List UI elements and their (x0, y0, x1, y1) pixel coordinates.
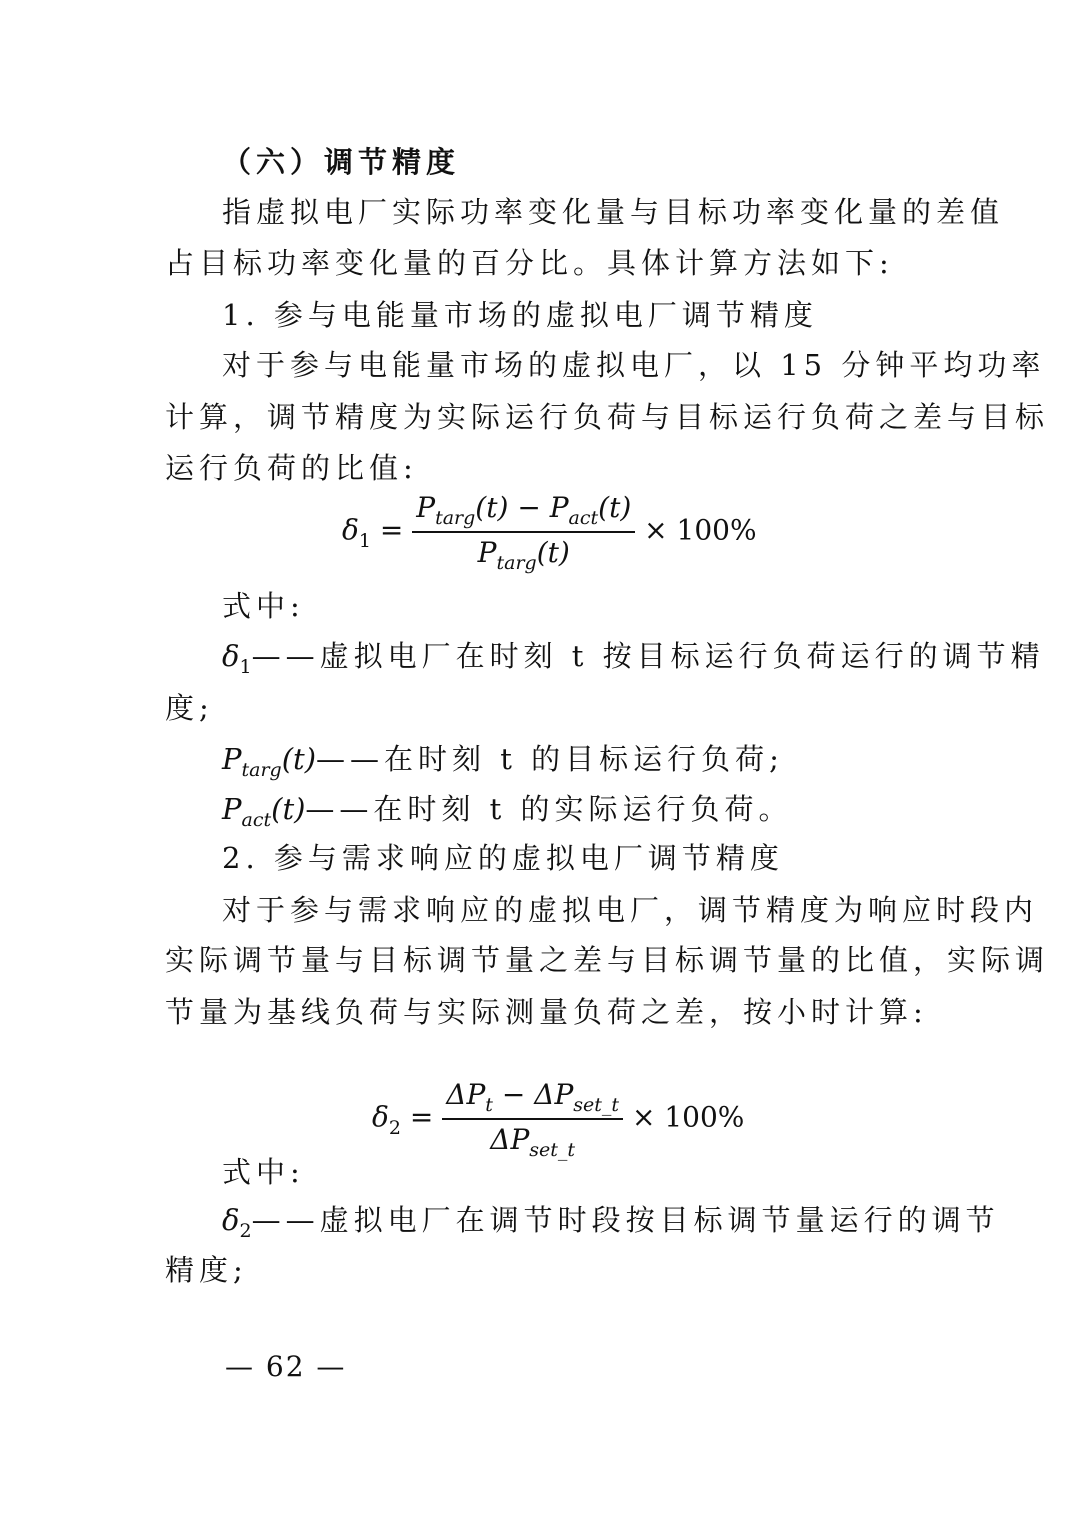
part1-def1-symbol: δ (222, 639, 240, 673)
part1-def3 (222, 789, 793, 833)
part1-def1-text: ——虚拟电厂在时刻 t 按目标运行负荷运行的调节精 (251, 639, 1045, 673)
formula2-times: × 100% (631, 1100, 745, 1134)
part1-title: 1. 参与电能量市场的虚拟电厂调节精度 (222, 298, 818, 332)
formula2-eq: = (409, 1100, 434, 1134)
part1-def3-symbol: P (222, 792, 242, 826)
formula1-lhs-sub: 1 (358, 529, 371, 552)
part1-def3-sub: act (241, 809, 272, 831)
part2-para-line-2: 实际调节量与目标调节量之差与目标调节量的比值，实际调 (165, 943, 1050, 977)
page-number: — 62 — (225, 1350, 347, 1383)
formula1-num-a: P (416, 491, 436, 524)
intro-line-1: 指虚拟电厂实际功率变化量与目标功率变化量的差值 (222, 195, 1005, 229)
part1-para-line-3: 运行负荷的比值: (165, 451, 418, 485)
formula-delta1 (342, 488, 757, 576)
formula2-numerator (442, 1075, 623, 1118)
part1-def1 (222, 636, 1045, 680)
part1-def1-cont: 度; (165, 691, 214, 725)
intro-line-2: 占目标功率变化量的百分比。具体计算方法如下: (165, 246, 894, 280)
formula1-den-arg: (t) (536, 536, 570, 569)
part2-def1 (222, 1200, 1000, 1244)
formula1-num-a-arg: (t) (475, 491, 509, 524)
formula2-num-a-sub: t (485, 1094, 493, 1116)
part1-para-line-1: 对于参与电能量市场的虚拟电厂，以 15 分钟平均功率 (222, 348, 1046, 382)
formula1-fraction (412, 488, 635, 576)
formula1-times: × 100% (644, 513, 757, 547)
part1-def2-arg: (t) (281, 742, 317, 776)
part2-def1-sub: 2 (239, 1220, 252, 1242)
part2-def1-cont: 精度; (165, 1253, 248, 1287)
formula1-eq: = (379, 513, 404, 547)
part2-where-label: 式中: (222, 1155, 305, 1189)
part1-def3-text: ——在时刻 t 的实际运行负荷。 (305, 792, 793, 826)
formula2-lhs-sub: 2 (388, 1116, 401, 1139)
part2-para-line-3: 节量为基线负荷与实际测量负荷之差，按小时计算: (165, 995, 928, 1029)
part1-def2 (222, 739, 784, 783)
section-heading: （六）调节精度 (222, 145, 461, 179)
formula1-lhs: δ (342, 513, 359, 547)
formula1-num-b-arg: (t) (598, 491, 632, 524)
formula1-den-sub: targ (496, 552, 537, 574)
part2-para-line-1: 对于参与需求响应的虚拟电厂，调节精度为响应时段内 (222, 893, 1039, 927)
part2-def1-text: ——虚拟电厂在调节时段按目标调节量运行的调节 (251, 1203, 1000, 1237)
formula2-num-a: ΔP (446, 1078, 486, 1111)
formula1-num-b: P (549, 491, 569, 524)
part2-title: 2. 参与需求响应的虚拟电厂调节精度 (222, 841, 784, 875)
part2-def1-symbol: δ (222, 1203, 240, 1237)
formula1-minus: − (517, 491, 541, 524)
formula1-den: P (477, 536, 497, 569)
part1-where-label: 式中: (222, 589, 305, 623)
part1-def2-sub: targ (241, 759, 282, 781)
formula2-fraction (442, 1075, 623, 1163)
formula1-denominator (412, 533, 635, 576)
part1-def1-sub: 1 (239, 656, 252, 678)
formula2-den-sub: set_t (529, 1139, 576, 1161)
formula-delta2 (372, 1075, 744, 1163)
part1-def2-symbol: P (222, 742, 242, 776)
formula2-minus: − (501, 1078, 526, 1111)
formula2-num-b: ΔP (534, 1078, 574, 1111)
formula1-numerator (412, 488, 635, 531)
formula2-denominator (442, 1120, 623, 1163)
formula2-num-b-sub: set_t (573, 1094, 620, 1116)
part1-para-line-2: 计算，调节精度为实际运行负荷与目标运行负荷之差与目标 (165, 400, 1050, 434)
formula2-den: ΔP (490, 1123, 530, 1156)
part1-def3-arg: (t) (271, 792, 306, 826)
part1-def2-text: ——在时刻 t 的目标运行负荷; (316, 742, 784, 776)
formula2-lhs: δ (372, 1100, 389, 1134)
formula1-num-b-sub: act (568, 507, 599, 529)
formula1-num-a-sub: targ (435, 507, 476, 529)
